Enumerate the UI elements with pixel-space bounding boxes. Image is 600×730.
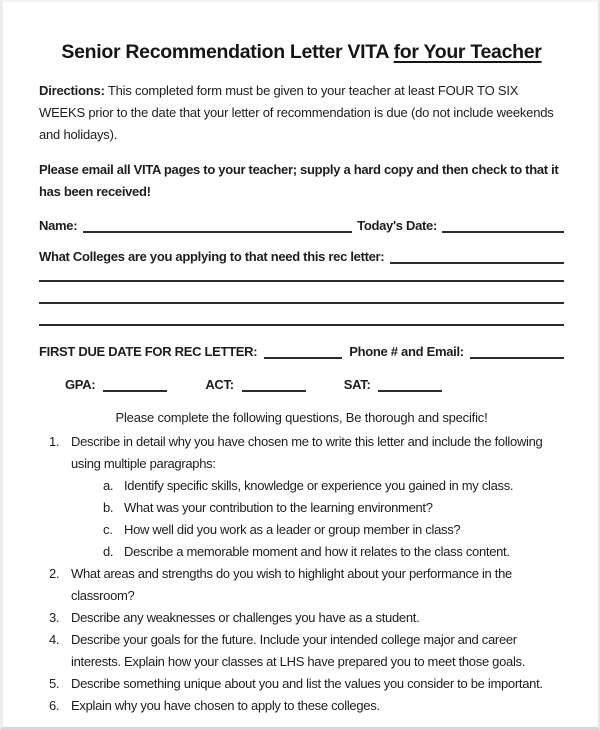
subitem-text: Describe a memorable moment and how it relates to the class content.: [124, 544, 510, 559]
question-item: [39, 673, 564, 695]
phone-email-label: Phone # and Email:: [349, 344, 464, 359]
title-underlined: for Your Teacher: [393, 41, 542, 63]
email-note: Please email all VITA pages to your teacher; supply a hard copy and then check to that it has been received!: [39, 162, 559, 199]
question-number: 4.: [49, 632, 60, 647]
name-date-row: [39, 215, 564, 237]
question-item: [39, 629, 564, 673]
phone-email-blank-line: [470, 347, 564, 359]
blank-writing-line: [39, 282, 564, 304]
page-title: [39, 40, 564, 64]
page-content: [3, 2, 598, 717]
colleges-blank-line: [390, 252, 564, 264]
gpa-label: GPA:: [65, 377, 96, 392]
directions-label: Directions:: [39, 83, 105, 98]
questions-list: [39, 431, 564, 717]
scores-row: [39, 374, 564, 396]
act-label: ACT:: [205, 377, 234, 392]
question-number: 5.: [49, 676, 60, 691]
name-blank-line: [83, 221, 352, 233]
question-item: [39, 607, 564, 629]
question-number: 6.: [49, 698, 60, 713]
act-blank-line: [242, 380, 306, 392]
directions-text: This completed form must be given to your teacher at least FOUR TO SIX WEEKS prior to the date that your letter of recommendation is due (do not include weekends and holidays).: [39, 83, 554, 142]
scanned-page-clip: [3, 2, 598, 713]
instruction-line: Please complete the following questions, Be thorough and specific!: [115, 410, 488, 425]
question-subitem: [39, 519, 564, 541]
question-item: [39, 563, 564, 607]
subitem-letter: a.: [103, 478, 114, 493]
question-text: Describe something unique about you and list the values you consider to be important.: [71, 676, 543, 691]
question-text: Describe any weaknesses or challenges you have as a student.: [71, 610, 420, 625]
sat-label: SAT:: [343, 377, 371, 392]
subitem-text: Identify specific skills, knowledge or experience you gained in my class.: [124, 478, 514, 493]
question-item: [39, 695, 564, 717]
question-number: 3.: [49, 610, 60, 625]
blank-writing-line: [39, 268, 564, 282]
question-text: Describe your goals for the future. Include your intended college major and career interests. Explain how your classes at LHS have prepared you to meet those goals.: [71, 632, 526, 669]
sat-blank-line: [378, 380, 442, 392]
subitem-letter: c.: [103, 522, 113, 537]
name-label: Name:: [39, 218, 78, 233]
due-date-row: [39, 341, 564, 363]
question-number: 2.: [49, 566, 60, 581]
todays-date-label: Today's Date:: [357, 218, 437, 233]
gpa-blank-line: [103, 380, 167, 392]
question-subitem: [39, 541, 564, 563]
question-text: Describe in detail why you have chosen me to write this letter and include the following using multiple paragraphs:: [71, 434, 543, 471]
subitem-letter: d.: [103, 544, 114, 559]
title-plain: Senior Recommendation Letter VITA: [61, 41, 394, 63]
due-date-blank-line: [264, 347, 342, 359]
question-subitem: [39, 497, 564, 519]
subitem-text: What was your contribution to the learning environment?: [124, 500, 433, 515]
subitem-text: How well did you work as a leader or group member in class?: [124, 522, 461, 537]
blank-writing-line: [39, 304, 564, 326]
question-text: What areas and strengths do you wish to highlight about your performance in the classroom?: [71, 566, 512, 603]
todays-date-blank-line: [442, 221, 564, 233]
question-item: [39, 431, 564, 475]
question-number: 1.: [49, 434, 60, 449]
question-subitem: [39, 475, 564, 497]
directions-paragraph: [39, 80, 564, 146]
first-due-date-label: FIRST DUE DATE FOR REC LETTER:: [39, 344, 258, 359]
colleges-row: [39, 246, 564, 268]
subitem-letter: b.: [103, 500, 114, 515]
question-text: Explain why you have chosen to apply to these colleges.: [71, 698, 380, 713]
colleges-label: What Colleges are you applying to that need this rec letter:: [39, 249, 385, 264]
